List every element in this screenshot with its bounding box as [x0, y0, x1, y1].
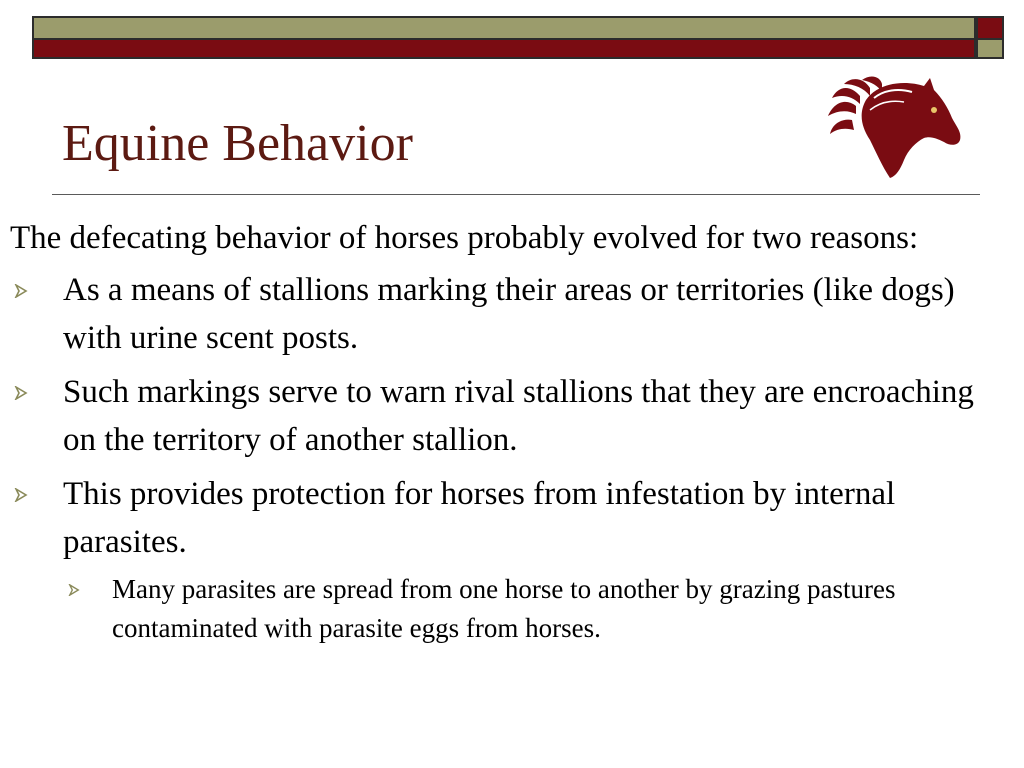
bullet-item — [10, 368, 1000, 464]
bullet-text: Such markings serve to warn rival stallions that they are encroaching on the territory of another stallion. — [63, 374, 974, 458]
sub-bullet-text: Many parasites are spread from one horse to another by grazing pastures contaminated with parasite eggs from horses. — [112, 574, 896, 643]
arrow-bullet-icon — [68, 584, 80, 596]
sub-bullet-item — [10, 570, 1000, 648]
slide-body — [10, 214, 1000, 648]
header-corner-red — [976, 16, 1004, 40]
arrow-bullet-icon — [14, 386, 28, 400]
header-bar-olive — [32, 16, 976, 40]
bullet-text: This provides protection for horses from infestation by internal parasites. — [63, 476, 896, 560]
bullet-item — [10, 470, 1000, 566]
title-divider — [52, 194, 980, 195]
header-bar-red — [32, 40, 976, 59]
bullet-item — [10, 266, 1000, 362]
intro-paragraph: The defecating behavior of horses probably evolved for two reasons: — [10, 220, 919, 256]
header-corner-olive — [976, 40, 1004, 59]
horse-head-logo — [826, 76, 966, 180]
arrow-bullet-icon — [14, 488, 28, 502]
slide-title: Equine Behavior — [62, 115, 413, 172]
bullet-text: As a means of stallions marking their areas or territories (like dogs) with urine scent posts. — [63, 272, 955, 356]
arrow-bullet-icon — [14, 284, 28, 298]
